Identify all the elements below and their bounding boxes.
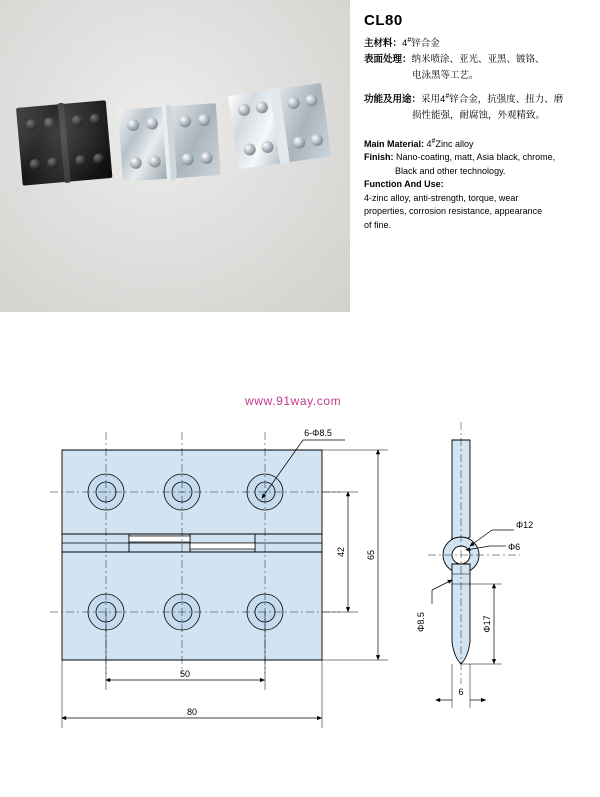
en-material-label: Main Material: [364,138,425,149]
dim-80-text: 80 [186,707,198,717]
dim-80 [62,660,322,728]
cn-material-row [364,36,590,52]
en-material-value-post: Zinc alloy [435,138,474,149]
en-finish-row2 [364,165,590,179]
dim-65 [322,450,388,660]
en-material-value-pre: 4 [426,138,432,149]
en-function-label-row [364,178,590,192]
en-function-line1: 4-zinc alloy, anti-strength, torque, wear [364,192,519,203]
callout-holes-text: 6-Φ8.5 [304,428,332,438]
dim-phi17-text: Φ17 [482,615,492,633]
en-finish-line2: Black and other technology. [395,165,506,176]
cn-finish-line1: 纳米喷涂、亚光、亚黑、镀铬、 [411,53,545,65]
product-photo-panel [0,0,350,312]
cn-material-label: 主材料： [364,38,403,50]
cn-finish-row [364,53,590,68]
en-function-line2: properties, corrosion resistance, appearance [364,206,543,217]
product-photo [0,0,350,312]
dim-phi12-text: Φ12 [516,520,534,530]
dim-thickness-text: 6 [458,687,464,697]
cn-function-row2 [364,109,590,124]
en-function-line3: of fine. [364,219,392,230]
watermark-text: www.91way.com [245,394,342,408]
en-function-label: Function And Use: [364,179,444,190]
cad-drawing [0,312,600,797]
side-view [428,422,520,684]
product-header-section [0,0,600,312]
specification-panel [350,0,600,312]
dim-phi6-text: Φ6 [508,542,521,552]
cn-function-label: 功能及用途： [364,94,422,106]
leader-phi85 [432,580,452,604]
cn-finish-row2 [364,69,590,84]
dim-50-text: 50 [179,669,191,679]
cn-finish-line2: 电泳黑等工艺。 [412,69,479,81]
cn-material-sup: # [407,37,412,44]
dim-phi85-text: Φ8.5 [416,612,426,632]
cn-finish-label: 表面处理： [364,53,412,65]
technical-drawing-section [0,312,600,797]
en-finish-label: Finish: [364,152,394,163]
en-spec-block [364,137,590,233]
product-model: CL80 [364,12,403,29]
dim-thickness [436,664,486,708]
cn-function-line2: 损性能强，耐腐蚀，外观精致。 [412,110,546,122]
hinge-photo-illustration [0,0,350,312]
front-view [50,432,340,674]
cn-function-line1-pre: 采用4 [421,94,446,106]
dim-42-text: 42 [336,546,346,558]
en-finish-line1: Nano-coating, matt, Asia black, chrome, [396,152,556,163]
en-material-sup: # [431,137,436,145]
cn-function-line1-post: 锌合金，抗强度、扭力、磨 [449,94,564,106]
cn-function-sup: # [445,93,450,101]
cn-material-value: 4 [402,38,408,50]
cn-material-value-tail: 锌合金 [411,38,440,50]
en-function-text [364,192,590,233]
en-finish-row [364,151,590,165]
dim-65-text: 65 [366,549,376,561]
en-material-row [364,137,590,152]
cn-function-row [364,92,590,108]
